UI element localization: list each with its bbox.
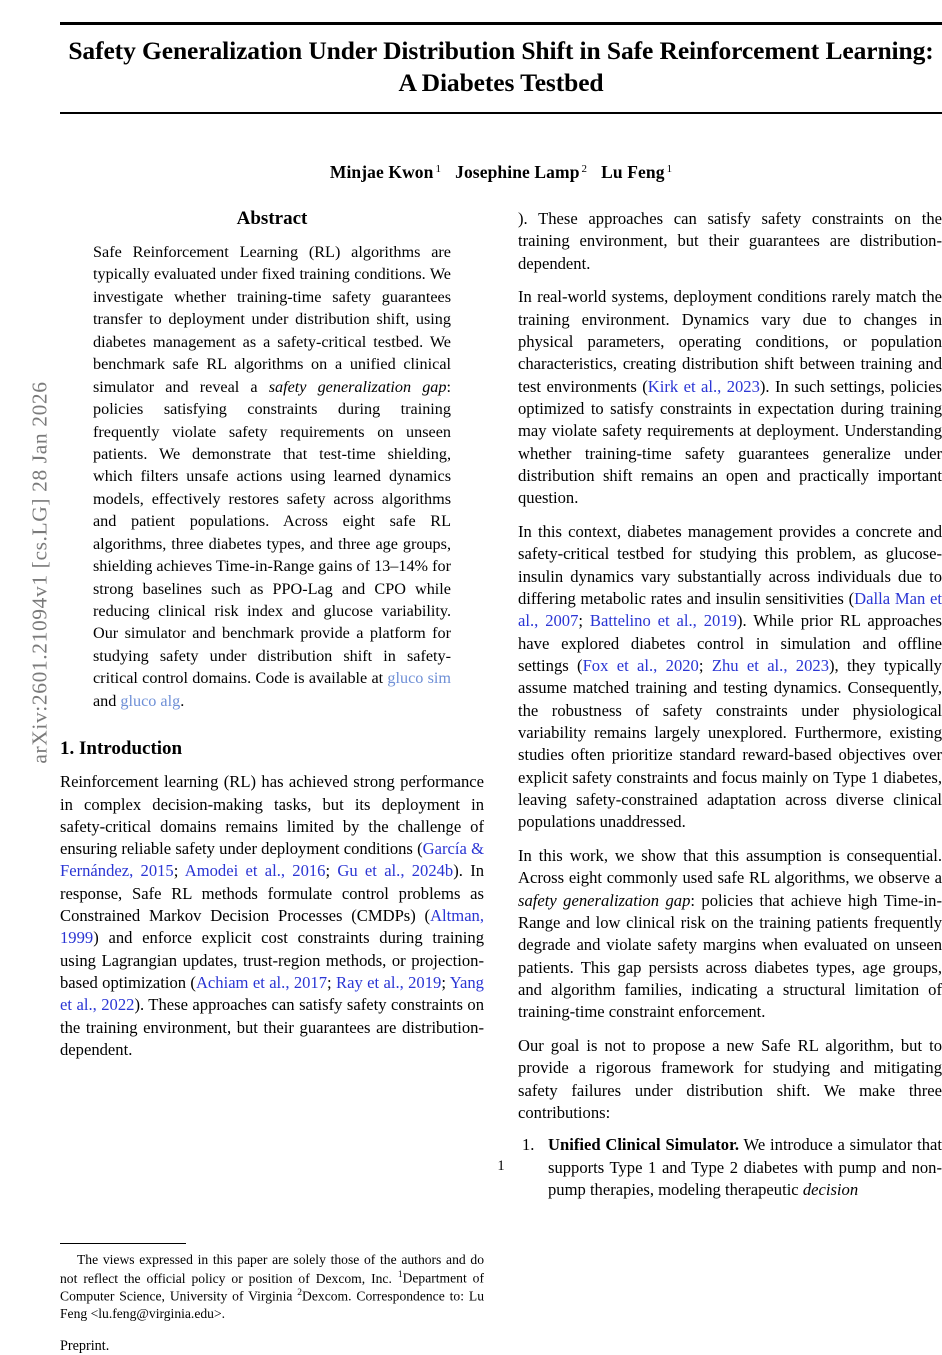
author-affiliation-mark: 2 — [581, 162, 588, 175]
footnote-line-c: Dexcom. Correspondence to: Lu Feng <lu.feng@virginia.edu>. — [60, 1288, 484, 1322]
abstract-body — [60, 241, 484, 712]
author-name: Minjae Kwon — [329, 162, 434, 183]
intro-p1-text-e: ) and enforce explicit cost constraints during training using Lagrangian updates, trust-region methods, or projection-based optimization ( — [60, 928, 484, 992]
page-title-line2: A Diabetes Testbed — [398, 68, 604, 98]
intro-paragraph-1-continued — [518, 208, 942, 275]
citation-ray-2019[interactable]: Ray et al., 2019 — [336, 973, 442, 992]
intro-paragraph-2 — [518, 286, 942, 509]
abstract-heading: Abstract — [236, 208, 308, 229]
preprint-label: Preprint. — [60, 1337, 110, 1354]
gluco-alg-link[interactable]: gluco alg — [120, 691, 181, 710]
contribution-italic-term: decision — [802, 1179, 859, 1199]
footnote-text — [60, 1251, 484, 1322]
left-column — [60, 208, 485, 1354]
page-number: 1 — [497, 1158, 505, 1174]
intro-p3-sep1: ; — [578, 611, 590, 631]
right-column — [518, 208, 942, 1209]
citation-yang-2022[interactable]: Yang et al., 2022 — [60, 973, 484, 1015]
contribution-text: We introduce a simulator that supports Type 1 and Type 2 diabetes with pump and non-pump therapies, modeling therapeutic — [548, 1135, 942, 1199]
intro-p1-sep1: ; — [173, 861, 185, 881]
abstract-text-part1: Safe Reinforcement Learning (RL) algorithms are typically evaluated under fixed training conditions. We investigate whether training-time safety guarantees transfer to deployment under distribution shift, using diabetes management as a safety-critical testbed. We benchmark safe RL algorithms on a unified clinical simulator and reveal a — [93, 243, 451, 396]
title-block — [60, 25, 942, 112]
intro-p2-text-b: ). In such settings, policies optimized to satisfy constraints in expectation during training may violate safety requirements at deployment. Understanding whether training-time safety guarantees generalize under distribution shift remains an open and practically important question. — [518, 376, 942, 508]
author-name: Lu Feng — [601, 162, 665, 183]
two-column-body — [60, 208, 942, 1354]
citation-kirk-2023[interactable]: Kirk et al., 2023 — [647, 376, 760, 396]
abstract-text-part4: . — [180, 691, 185, 710]
author-entry — [455, 162, 587, 182]
intro-p3-text-e: ), they typically assume matched training and testing dynamics. Consequently, the robustness of safety constraints under physiological variability remains largely unexplored. Furthermore, existing studies often prioritize standard reward-based objectives over explicit safety constraints and focus mainly on Type 1 diabetes, leaving safety-constrained adaptation across diverse clinical populations unaddressed. — [518, 655, 942, 832]
intro-p3-text-a: In this context, diabetes management provides a concrete and safety-critical testbed for studying this problem, as glucose-insulin dynamics vary substantially across individuals due to differing metabolic rates and insulin sensitivities ( — [518, 522, 942, 608]
header-rule-bottom — [60, 112, 942, 115]
footnote-line-a: The views expressed in this paper are solely those of the authors and do not reflect the official policy or position of Dexcom, Inc. — [60, 1252, 484, 1286]
intro-p4-text-a: In this work, we show that this assumption is consequential. Across eight commonly used safe RL algorithms, we observe a — [518, 845, 942, 888]
abstract-italic-term: safety generalization gap — [268, 377, 447, 396]
citation-zhu-2023[interactable]: Zhu et al., 2023 — [711, 655, 829, 675]
footnote-block — [60, 1243, 484, 1355]
citation-fox-2020[interactable]: Fox et al., 2020 — [582, 655, 699, 675]
intro-p1-text-h: ). These approaches can satisfy safety constraints on the training environment, but their guarantees are distribution-dependent. — [60, 995, 485, 1059]
intro-paragraph-4 — [518, 845, 942, 1024]
intro-p3-text-c: ). While prior RL approaches have explored diabetes control in simulation and offline settings ( — [518, 611, 942, 675]
intro-p1-sep3: ; — [327, 973, 337, 992]
author-list — [60, 162, 942, 183]
author-entry — [601, 162, 672, 182]
gluco-sim-link[interactable]: gluco sim — [387, 669, 451, 688]
author-affiliation-mark: 1 — [666, 162, 673, 175]
citation-altman-1999[interactable]: Altman, 1999 — [60, 906, 484, 948]
citation-amodei-2016[interactable]: Amodei et al., 2016 — [184, 861, 326, 881]
abstract-text-part3: and — [93, 691, 121, 710]
citation-garcia-fernandez-2015[interactable]: García & Fernández, 2015 — [60, 839, 484, 881]
footnote-mark-2: 2 — [297, 1288, 303, 1299]
author-entry — [330, 162, 441, 182]
citation-achiam-2017[interactable]: Achiam et al., 2017 — [195, 973, 328, 992]
intro-p1-text-a: Reinforcement learning (RL) has achieved strong performance in complex decision-making tasks, but its deployment in safety-critical domains remains limited by the challenge of ensuring reliable safety under deployment conditions ( — [60, 772, 484, 859]
intro-p2-text-a: In real-world systems, deployment conditions rarely match the training environment. Dynamics vary due to changes in physical parameters, operating conditions, or population characteristics, creating distribution shift between training and test environments ( — [518, 287, 942, 396]
page-title — [64, 35, 938, 100]
citation-gu-2024b[interactable]: Gu et al., 2024b — [337, 861, 454, 881]
page-title-line1: Safety Generalization Under Distribution Shift in Safe Reinforcement Learning: — [68, 35, 934, 65]
intro-p4-italic-term: safety generalization gap — [518, 890, 691, 910]
paper-page — [60, 0, 942, 1354]
author-affiliation-mark: 1 — [435, 162, 442, 175]
intro-paragraph-3 — [518, 521, 942, 833]
intro-paragraph-1 — [60, 771, 484, 1061]
footnote-mark-1: 1 — [397, 1269, 403, 1280]
footnote-line-b: Department of Computer Science, University of Virginia — [60, 1270, 484, 1304]
abstract-text-part2: : policies satisfying constraints during training frequently violate safety requirements on unseen patients. We demonstrate that test-time shielding, which filters unsafe actions using learned dynamics models, effectively restores safety across algorithms and patient populations. Across eight safe RL algorithms, three diabetes types, and three age groups, shielding achieves Time-in-Range gains of 13–14% for strong baselines such as PPO-Lag and CPO while reducing clinical risk index and glucose variability. Our simulator and benchmark provide a platform for studying safety under distribution shift in safety-critical control domains. Code is available at — [93, 377, 451, 688]
citation-battelino-2019[interactable]: Battelino et al., 2019 — [589, 611, 737, 631]
section-heading-introduction: 1. Introduction — [60, 738, 183, 760]
intro-p1-sep2: ; — [325, 861, 338, 881]
footnote-divider — [60, 1243, 186, 1244]
intro-p1-continuation: ). These approaches can satisfy safety constraints on the training environment, but their guarantees are distribution-dependent. — [518, 209, 942, 273]
citation-dalla-man-2007[interactable]: Dalla Man et al., 2007 — [518, 589, 942, 631]
intro-p3-sep2: ; — [698, 655, 712, 675]
contribution-number: 1. — [522, 1135, 535, 1155]
author-name: Josephine Lamp — [455, 162, 580, 183]
intro-p1-text-d: ). In response, Safe RL methods formulate control problems as Constrained Markov Decision Processes (CMDPs) ( — [60, 861, 485, 926]
arxiv-stamp-text: arXiv:2601.21094v1 [cs.LG] 28 Jan 2026 — [27, 381, 52, 764]
intro-p1-sep4: ; — [441, 973, 450, 992]
intro-p4-text-b: : policies that achieve high Time-in-Range and low clinical risk on the training patients frequently degrade and violate safety margins when evaluated on unseen patients. This gap persists across diabetes types, age groups, and algorithm families, indicating a structural limitation of training-time constraint enforcement. — [518, 890, 942, 1022]
contribution-title: Unified Clinical Simulator. — [548, 1135, 740, 1155]
intro-paragraph-5: Our goal is not to propose a new Safe RL algorithm, but to provide a rigorous framework for studying and mitigating safety failures under distribution shift. We make three contributions: — [518, 1035, 942, 1122]
arxiv-stamp — [0, 0, 56, 1200]
